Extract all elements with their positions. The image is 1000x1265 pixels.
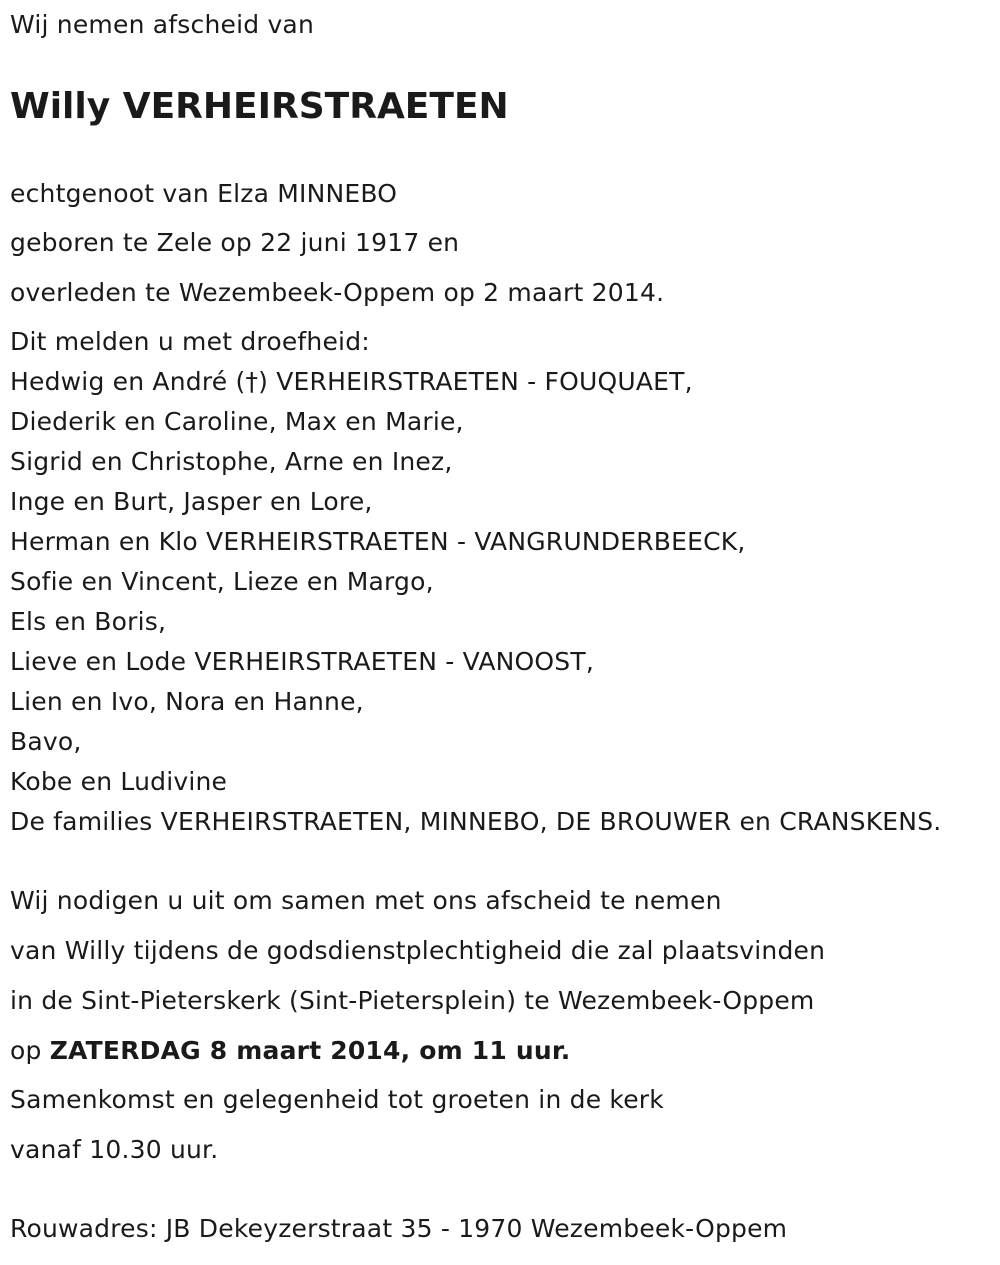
service-prefix: op [10,1036,42,1065]
death-line: overleden te Wezembeek-Oppem op 2 maart 2014. [10,278,665,307]
intro-text: Wij nemen afscheid van [10,10,314,39]
invitation-line: in de Sint-Pieterskerk (Sint-Pietersplein) te Wezembeek-Oppem [10,986,815,1015]
family-line: Inge en Burt, Jasper en Lore, [10,487,373,516]
family-line: Herman en Klo VERHEIRSTRAETEN - VANGRUNDERBEECK, [10,527,746,556]
spouse-line: echtgenoot van Elza MINNEBO [10,179,398,208]
family-line: Lien en Ivo, Nora en Hanne, [10,687,364,716]
family-line: Kobe en Ludivine [10,767,228,796]
family-line: Lieve en Lode VERHEIRSTRAETEN - VANOOST, [10,647,594,676]
family-line: Sigrid en Christophe, Arne en Inez, [10,447,453,476]
invitation-line: Wij nodigen u uit om samen met ons afscheid te nemen [10,886,722,915]
deceased-name: Willy VERHEIRSTRAETEN [10,86,509,127]
family-line: Diederik en Caroline, Max en Marie, [10,407,464,436]
family-line: Hedwig en André (†) VERHEIRSTRAETEN - FOUQUAET, [10,367,693,396]
service-line [10,1036,571,1066]
mourning-address: Rouwadres: JB Dekeyzerstraat 35 - 1970 Wezembeek-Oppem [10,1214,788,1243]
gathering-line: Samenkomst en gelegenheid tot groeten in de kerk [10,1085,664,1114]
family-line: Els en Boris, [10,607,167,636]
family-line: Bavo, [10,727,82,756]
service-datetime: ZATERDAG 8 maart 2014, om 11 uur. [49,1036,571,1065]
birth-line: geboren te Zele op 22 juni 1917 en [10,228,460,257]
family-line: Sofie en Vincent, Lieze en Margo, [10,567,434,596]
family-line: Dit melden u met droefheid: [10,327,370,356]
gathering-line: vanaf 10.30 uur. [10,1135,219,1164]
family-line: De families VERHEIRSTRAETEN, MINNEBO, DE BROUWER en CRANSKENS. [10,807,942,836]
invitation-line: van Willy tijdens de godsdienstplechtigheid die zal plaatsvinden [10,936,826,965]
